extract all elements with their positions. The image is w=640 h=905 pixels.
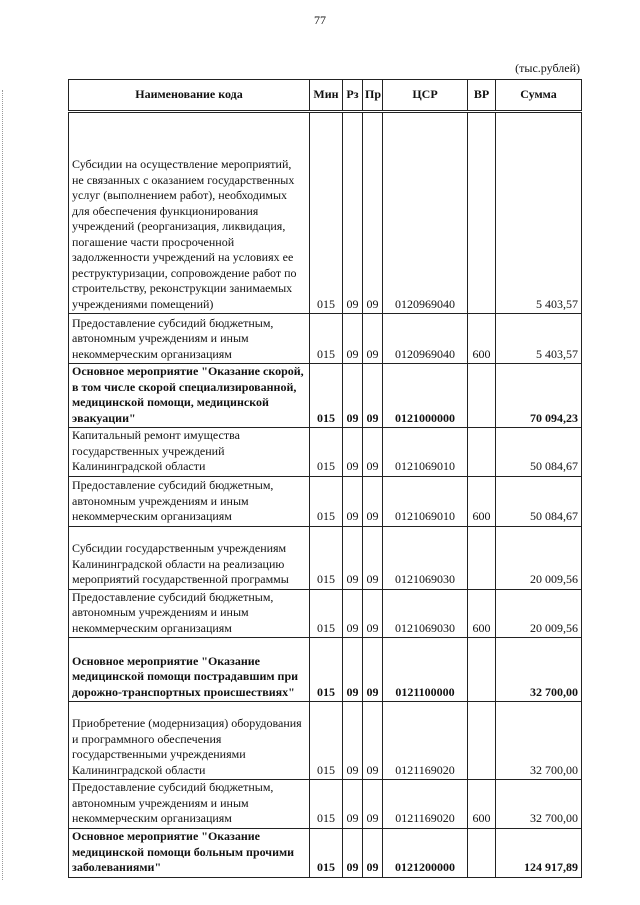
cell-min: 015 [310, 314, 343, 364]
cell-pr: 09 [363, 476, 383, 526]
cell-name: Предоставление субсидий бюджетным, автономным учреждениям и иным некоммерческим организациям [69, 314, 310, 364]
cell-csr: 0121100000 [383, 638, 468, 702]
cell-rz: 09 [343, 476, 363, 526]
cell-vr [468, 526, 496, 589]
cell-min: 015 [310, 828, 343, 877]
cell-pr: 09 [363, 428, 383, 477]
table-row [69, 112, 582, 314]
cell-sum: 20 009,56 [496, 589, 582, 638]
table-row [69, 476, 582, 526]
cell-pr: 09 [363, 112, 383, 314]
table-row [69, 702, 582, 780]
cell-vr: 600 [468, 476, 496, 526]
cell-rz: 09 [343, 702, 363, 780]
cell-name: Основное мероприятие "Оказание медицинской помощи больным прочими заболеваниями" [69, 828, 310, 877]
cell-sum: 32 700,00 [496, 780, 582, 829]
cell-name: Капитальный ремонт имущества государственных учреждений Калининградской области [69, 428, 310, 477]
cell-min: 015 [310, 364, 343, 428]
cell-sum: 32 700,00 [496, 638, 582, 702]
cell-min: 015 [310, 780, 343, 829]
cell-vr [468, 364, 496, 428]
cell-vr: 600 [468, 780, 496, 829]
table-row [69, 314, 582, 364]
cell-rz: 09 [343, 638, 363, 702]
cell-pr: 09 [363, 702, 383, 780]
cell-sum: 70 094,23 [496, 364, 582, 428]
cell-min: 015 [310, 638, 343, 702]
cell-csr: 0121069010 [383, 476, 468, 526]
cell-pr: 09 [363, 526, 383, 589]
cell-sum: 5 403,57 [496, 112, 582, 314]
cell-rz: 09 [343, 589, 363, 638]
header-vr: ВР [468, 80, 496, 112]
cell-name: Приобретение (модернизация) оборудования и программного обеспечения государственными учреждениями Калининградской области [69, 702, 310, 780]
cell-name: Основное мероприятие "Оказание скорой, в том числе скорой специализированной, медицинской помощи, медицинской эвакуации" [69, 364, 310, 428]
cell-pr: 09 [363, 364, 383, 428]
cell-sum: 50 084,67 [496, 476, 582, 526]
cell-pr: 09 [363, 589, 383, 638]
cell-name: Предоставление субсидий бюджетным, автономным учреждениям и иным некоммерческим организациям [69, 780, 310, 829]
cell-sum: 32 700,00 [496, 702, 582, 780]
cell-min: 015 [310, 702, 343, 780]
cell-vr [468, 828, 496, 877]
cell-rz: 09 [343, 112, 363, 314]
cell-sum: 20 009,56 [496, 526, 582, 589]
cell-vr: 600 [468, 589, 496, 638]
cell-sum: 124 917,89 [496, 828, 582, 877]
budget-table [68, 79, 582, 878]
header-rz: Рз [343, 80, 363, 112]
table-row-main-event [69, 638, 582, 702]
cell-csr: 0120969040 [383, 314, 468, 364]
cell-name: Субсидии государственным учреждениям Калининградской области на реализацию мероприятий государственной программы [69, 526, 310, 589]
cell-vr [468, 112, 496, 314]
cell-vr [468, 638, 496, 702]
cell-sum: 5 403,57 [496, 314, 582, 364]
cell-csr: 0121200000 [383, 828, 468, 877]
cell-vr [468, 702, 496, 780]
cell-rz: 09 [343, 314, 363, 364]
cell-pr: 09 [363, 638, 383, 702]
cell-csr: 0121069010 [383, 428, 468, 477]
table-row [69, 589, 582, 638]
table-row [69, 526, 582, 589]
page-number: 77 [314, 13, 326, 27]
cell-csr: 0121069030 [383, 526, 468, 589]
cell-csr: 0121069030 [383, 589, 468, 638]
scan-edge-line [2, 90, 4, 880]
table-header-row [69, 80, 582, 112]
cell-min: 015 [310, 428, 343, 477]
cell-rz: 09 [343, 364, 363, 428]
cell-min: 015 [310, 112, 343, 314]
cell-rz: 09 [343, 428, 363, 477]
cell-pr: 09 [363, 314, 383, 364]
cell-sum: 50 084,67 [496, 428, 582, 477]
cell-rz: 09 [343, 780, 363, 829]
units-label: (тыс.рублей) [515, 61, 580, 75]
cell-vr [468, 428, 496, 477]
cell-csr: 0121000000 [383, 364, 468, 428]
cell-csr: 0120969040 [383, 112, 468, 314]
cell-min: 015 [310, 476, 343, 526]
cell-csr: 0121169020 [383, 702, 468, 780]
table-row-main-event [69, 828, 582, 877]
cell-rz: 09 [343, 526, 363, 589]
cell-vr: 600 [468, 314, 496, 364]
table-row-main-event [69, 364, 582, 428]
cell-min: 015 [310, 589, 343, 638]
header-min: Мин [310, 80, 343, 112]
table-row [69, 428, 582, 477]
cell-name: Субсидии на осуществление мероприятий, не связанных с оказанием государственных услуг (выполнением работ), необходимых для обеспечения функционирования учреждений (реорганизация, ликвидация, погашение части просроченной задолженности учреждений на условиях ее реструктуризации, сопровождение работ по строительству, реконструкции занимаемых учреждениями помещений) [69, 112, 310, 314]
cell-rz: 09 [343, 828, 363, 877]
header-csr: ЦСР [383, 80, 468, 112]
table-row [69, 780, 582, 829]
cell-pr: 09 [363, 828, 383, 877]
cell-csr: 0121169020 [383, 780, 468, 829]
header-name: Наименование кода [69, 80, 310, 112]
cell-name: Предоставление субсидий бюджетным, автономным учреждениям и иным некоммерческим организациям [69, 589, 310, 638]
cell-pr: 09 [363, 780, 383, 829]
cell-name: Предоставление субсидий бюджетным, автономным учреждениям и иным некоммерческим организациям [69, 476, 310, 526]
header-sum: Сумма [496, 80, 582, 112]
header-pr: Пр [363, 80, 383, 112]
cell-min: 015 [310, 526, 343, 589]
cell-name: Основное мероприятие "Оказание медицинской помощи пострадавшим при дорожно-транспортных происшествиях" [69, 638, 310, 702]
